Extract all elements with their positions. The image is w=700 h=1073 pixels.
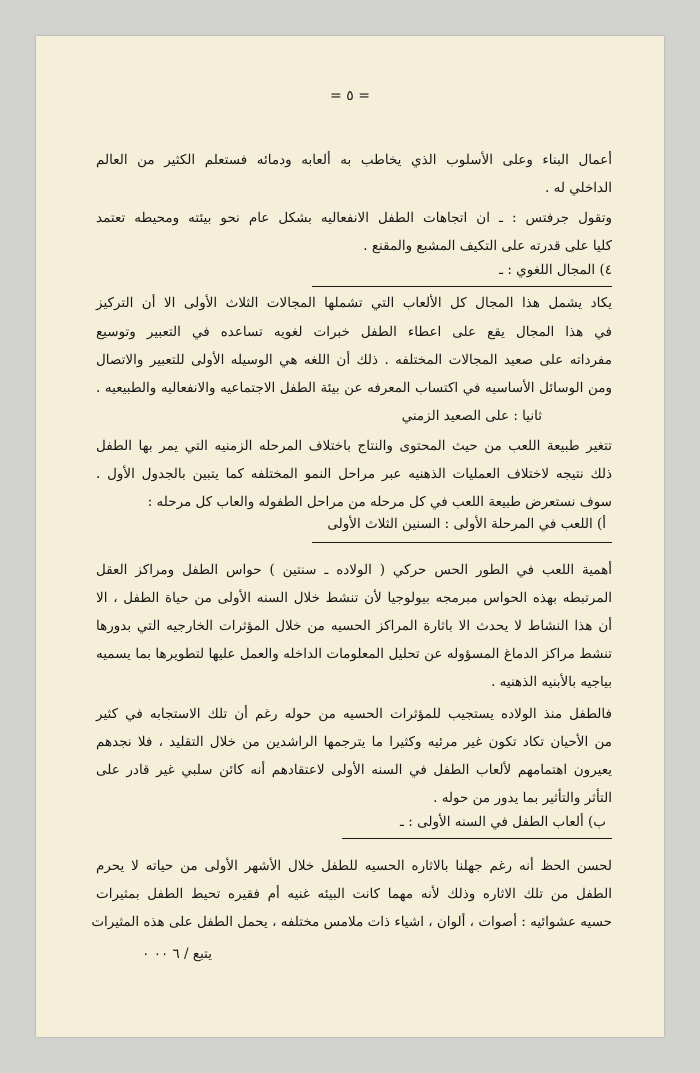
- heading-rule: [312, 542, 612, 543]
- text-line: ومن الوسائل الأساسيه في اكتساب المعرفه عن بيئة الطفل الاجتماعيه والانفعاليه والطبيعيه .: [96, 380, 612, 396]
- text-line: حسيه عشوائيه : أصوات ، ألوان ، اشياء ذات ملامس مختلفه ، يحمل الطفل على هذه المثيرات: [91, 914, 612, 930]
- text-line: أعمال البناء وعلى الأسلوب الذي يخاطب به ألعابه ودمائه فستعلم الكثير من العالم: [96, 152, 612, 168]
- text-line: لحسن الحظ أنه رغم جهلنا بالاثاره الحسيه للطفل خلال الأشهر الأولى من حياته لا يحرم: [96, 858, 612, 874]
- section-heading-stage-one: أ) اللعب في المرحلة الأولى : السنين الثلاث الأولى: [327, 516, 606, 532]
- text-line: وتقول جرفتس : ـ ان اتجاهات الطفل الانفعاليه بشكل عام نحو بيئته ومحيطه تعتمد: [96, 210, 612, 226]
- text-line: الداخلي له .: [545, 180, 612, 196]
- text-line: بياجيه بالأبنيه الذهنيه .: [491, 674, 612, 690]
- text-line: سوف نستعرض طبيعة اللعب في كل مرحله من مراحل الطفوله والعاب كل مرحله :: [147, 494, 612, 510]
- text-line: تتغير طبيعة اللعب من حيث المحتوى والنتاج باختلاف المرحله الزمنيه التي يمر بها الطفل: [96, 438, 612, 454]
- text-line: تنشط مراكز الدماغ المسؤوله عن تحليل المعلومات الداخله والعمل عليها لتطويرها بما يسميه: [96, 646, 612, 662]
- text-line: أن هذا النشاط لا يحدث الا باثارة المراكز الحسيه من خلال المؤثرات الخارجيه التي بدورها: [96, 618, 612, 634]
- text-line: من الأحيان تكاد تكون غير مرئيه وكثيرا ما يترجمها الراشدين من خلال التقليد ، فلا نجدهم: [96, 734, 612, 750]
- heading-rule: [342, 838, 612, 839]
- text-line: الطفل من تلك الاثاره وذلك لأنه مهما كانت البيئه غنيه أم فقيره تحيط الطفل بمثيرات: [96, 886, 612, 902]
- section-heading-linguistic: ٤) المجال اللغوي : ـ: [499, 262, 612, 278]
- text-line: يعيرون اهتمامهم لألعاب الطفل في السنه الأولى لاعتقادهم أنه كائن سلبي غير قادر على: [96, 762, 612, 778]
- text-line: المرتبطه بهذه الحواس مبرمجه بيولوجيا لأن تنشط خلال السنه الأولى من حياة الطفل ، الا: [96, 590, 612, 606]
- text-line: كليا على قدرته على التكيف المشبع والمقنع .: [363, 238, 612, 254]
- text-line: في هذا المجال يقع على اعطاء الطفل خبرات لغويه تساعده في التعبير وتوسيع: [96, 324, 612, 340]
- text-line: فالطفل منذ الولاده يستجيب للمؤثرات الحسيه من حوله رغم أن تلك الاستجابه في كثير: [96, 706, 612, 722]
- text-line: التأثر والتأثير بما يدور من حوله .: [433, 790, 612, 806]
- page-number: = ٥ =: [330, 88, 370, 104]
- section-heading-first-year: ب) ألعاب الطفل في السنه الأولى : ـ: [400, 814, 606, 830]
- section-heading-temporal: ثانيا : على الصعيد الزمني: [401, 408, 542, 424]
- continued-note: يتبع / ٦ ٠٠ ٠: [142, 946, 212, 962]
- text-line: ذلك نتيجه لاختلاف العمليات الذهنيه عبر مراحل النمو المختلفه كما يتبين بالجدول الأول .: [96, 466, 612, 482]
- text-line: مفرداته على صعيد المجالات المختلفه . ذلك أن اللغه هي الوسيله الأولى للتعبير والاتصال: [96, 352, 612, 368]
- text-line: يكاد يشمل هذا المجال كل الألعاب التي تشملها المجالات الثلاث الأولى الا أن التركيز: [96, 295, 612, 311]
- heading-rule: [312, 286, 612, 287]
- text-line: أهمية اللعب في الطور الحس حركي ( الولاده ـ سنتين ) حواس الطفل ومراكز العقل: [96, 562, 612, 578]
